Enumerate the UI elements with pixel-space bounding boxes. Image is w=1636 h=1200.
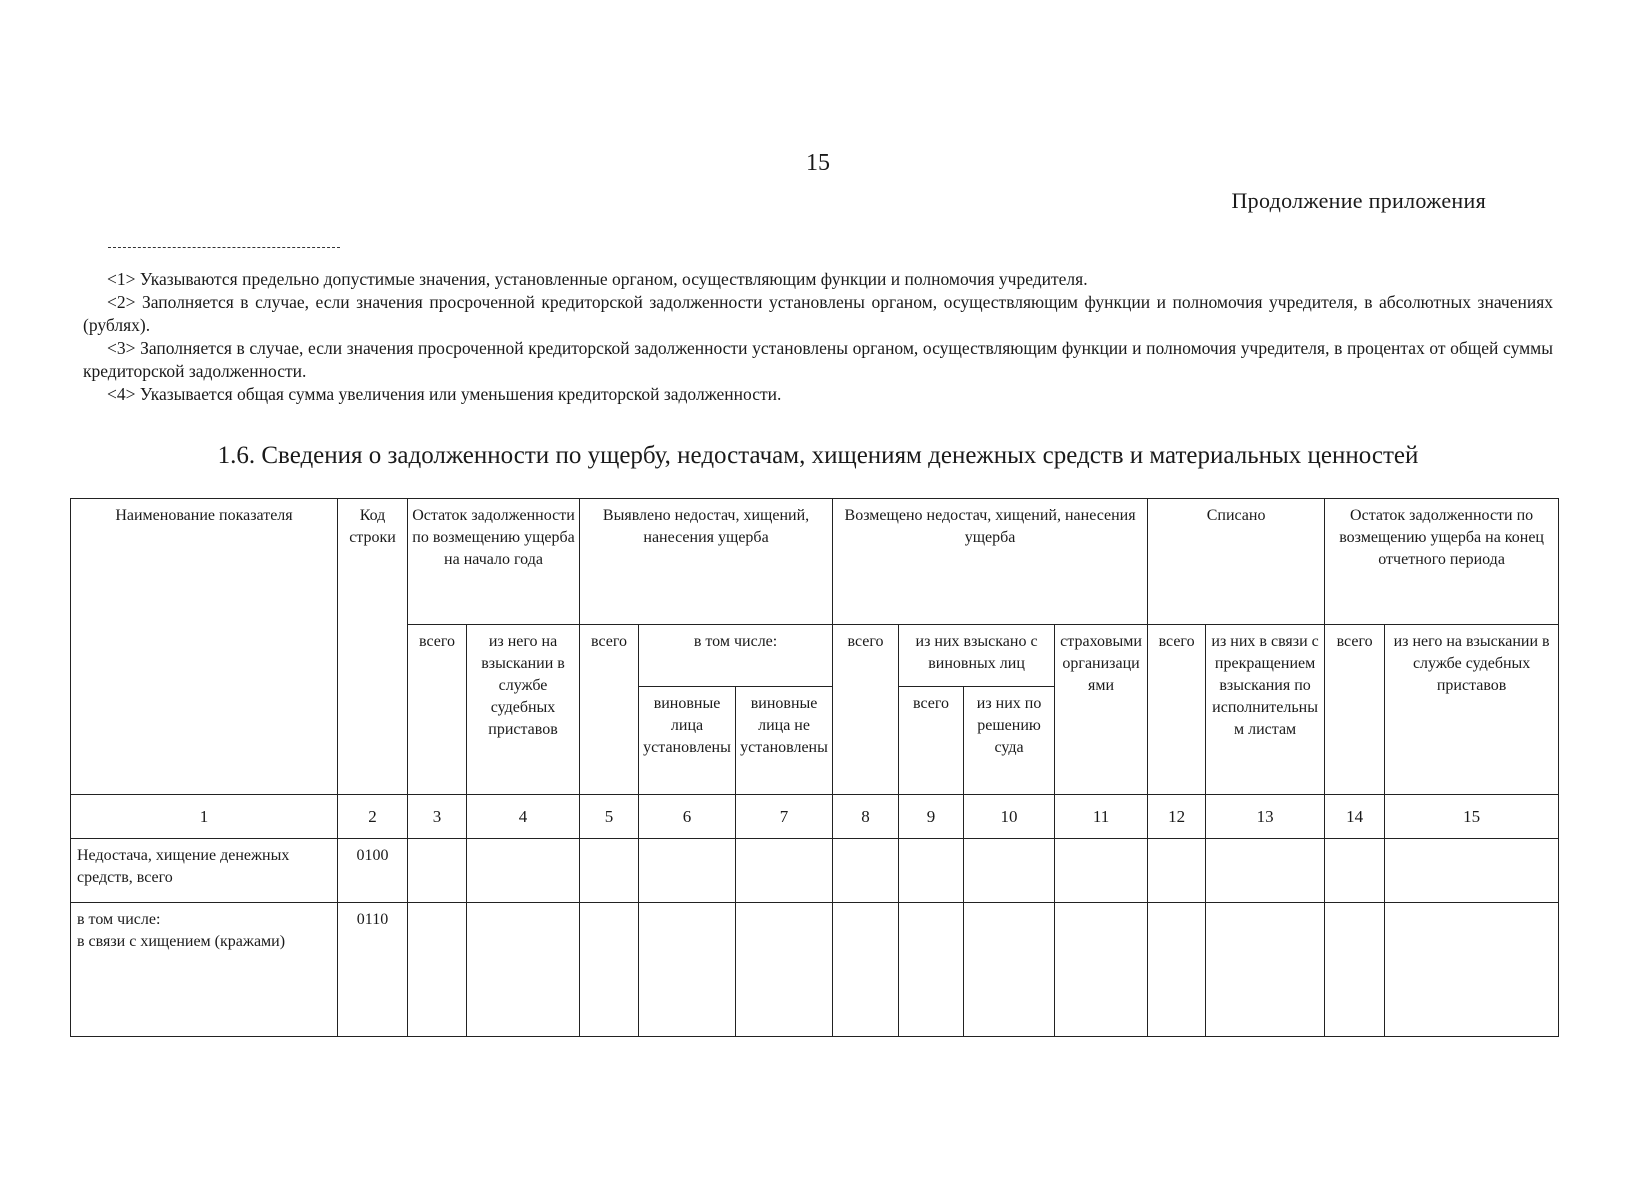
table-cell <box>1148 903 1206 1037</box>
column-number: 8 <box>833 795 899 839</box>
table-cell <box>580 903 639 1037</box>
table-cell <box>899 903 964 1037</box>
header-bailiffs-15: из него на взыскании в службе судебных приставов <box>1385 625 1559 795</box>
footnote-1: <1> Указываются предельно допустимые значения, установленные органом, осуществляющим функции и полномочия учредителя. <box>107 269 1088 289</box>
table-cell <box>899 839 964 903</box>
table-cell <box>1325 903 1385 1037</box>
header-total-8: всего <box>833 625 899 795</box>
column-number: 12 <box>1148 795 1206 839</box>
column-number: 10 <box>964 795 1055 839</box>
column-number: 15 <box>1385 795 1559 839</box>
header-court-decision: из них по решению суда <box>964 687 1055 795</box>
header-total-5: всего <box>580 625 639 795</box>
table-cell <box>833 839 899 903</box>
table-row <box>71 839 1559 903</box>
column-number: 2 <box>338 795 408 839</box>
header-total-12: всего <box>1148 625 1206 795</box>
page-number: 15 <box>806 150 830 176</box>
column-number: 7 <box>736 795 833 839</box>
table-cell <box>1385 839 1559 903</box>
row-name: Недостача, хищение денежных средств, всего <box>71 839 338 903</box>
table-cell <box>1206 903 1325 1037</box>
damage-debt-table <box>70 498 1559 1037</box>
column-number: 14 <box>1325 795 1385 839</box>
table-cell <box>833 903 899 1037</box>
table-cell <box>1055 903 1148 1037</box>
header-compensated: Возмещено недостач, хищений, нанесения ущерба <box>833 499 1148 625</box>
table-cell <box>408 903 467 1037</box>
header-balance-end: Остаток задолженности по возмещению ущерба на конец отчетного периода <box>1325 499 1559 625</box>
table-cell <box>736 903 833 1037</box>
table-cell <box>639 903 736 1037</box>
row-code: 0110 <box>338 903 408 1037</box>
continuation-label: Продолжение приложения <box>1231 188 1486 213</box>
table-cell <box>736 839 833 903</box>
header-total-9: всего <box>899 687 964 795</box>
header-name: Наименование показателя <box>71 499 338 795</box>
table-cell <box>1148 839 1206 903</box>
section-title: 1.6. Сведения о задолженности по ущербу, недостачам, хищениям денежных средств и материальных ценностей <box>217 442 1419 469</box>
footnote-4: <4> Указывается общая сумма увеличения или уменьшения кредиторской задолженности. <box>107 384 782 404</box>
column-number: 5 <box>580 795 639 839</box>
column-number: 11 <box>1055 795 1148 839</box>
row-code: 0100 <box>338 839 408 903</box>
header-total-14: всего <box>1325 625 1385 795</box>
table-cell <box>408 839 467 903</box>
column-number: 13 <box>1206 795 1325 839</box>
table-cell <box>1385 903 1559 1037</box>
header-terminated-recovery: из них в связи с прекращением взыскания по исполнительным листам <box>1206 625 1325 795</box>
column-number: 1 <box>71 795 338 839</box>
header-bailiffs-4: из него на взыскании в службе судебных приставов <box>467 625 580 795</box>
footnote-2: <2> Заполняется в случае, если значения просроченной кредиторской задолженности установлены органом, осуществляющим функции и полномочия учредителя, в абсолютных значениях (рублях). <box>83 292 1553 335</box>
table-cell <box>639 839 736 903</box>
row-name-line: в том числе: <box>77 911 161 928</box>
table-cell <box>1055 839 1148 903</box>
footnote-3: <3> Заполняется в случае, если значения просроченной кредиторской задолженности установлены органом, осуществляющим функции и полномочия учредителя, в процентах от общей суммы кредиторской задолженности. <box>83 338 1553 381</box>
header-balance-start: Остаток задолженности по возмещению ущерба на начало года <box>408 499 580 625</box>
column-number: 4 <box>467 795 580 839</box>
table-cell <box>1325 839 1385 903</box>
column-number: 6 <box>639 795 736 839</box>
table-cell <box>467 839 580 903</box>
table-cell <box>964 903 1055 1037</box>
header-total-3: всего <box>408 625 467 795</box>
header-written-off: Списано <box>1148 499 1325 625</box>
header-code: Код строки <box>338 499 408 795</box>
column-number: 3 <box>408 795 467 839</box>
column-number: 9 <box>899 795 964 839</box>
footnote-divider <box>108 247 340 248</box>
table-cell <box>964 839 1055 903</box>
table-cell <box>467 903 580 1037</box>
header-insurance: страховыми организациями <box>1055 625 1148 795</box>
header-recovered-from-culprits: из них взыскано с виновных лиц <box>899 625 1055 687</box>
header-culprits-unknown: виновные лица не установлены <box>736 687 833 795</box>
row-name <box>71 903 338 1037</box>
table-row <box>71 903 1559 1037</box>
row-name-line: в связи с хищением (кражами) <box>77 933 286 950</box>
header-including: в том числе: <box>639 625 833 687</box>
table-cell <box>1206 839 1325 903</box>
footnotes <box>83 268 1553 406</box>
table-cell <box>580 839 639 903</box>
header-identified: Выявлено недостач, хищений, нанесения ущерба <box>580 499 833 625</box>
header-culprits-known: виновные лица установлены <box>639 687 736 795</box>
